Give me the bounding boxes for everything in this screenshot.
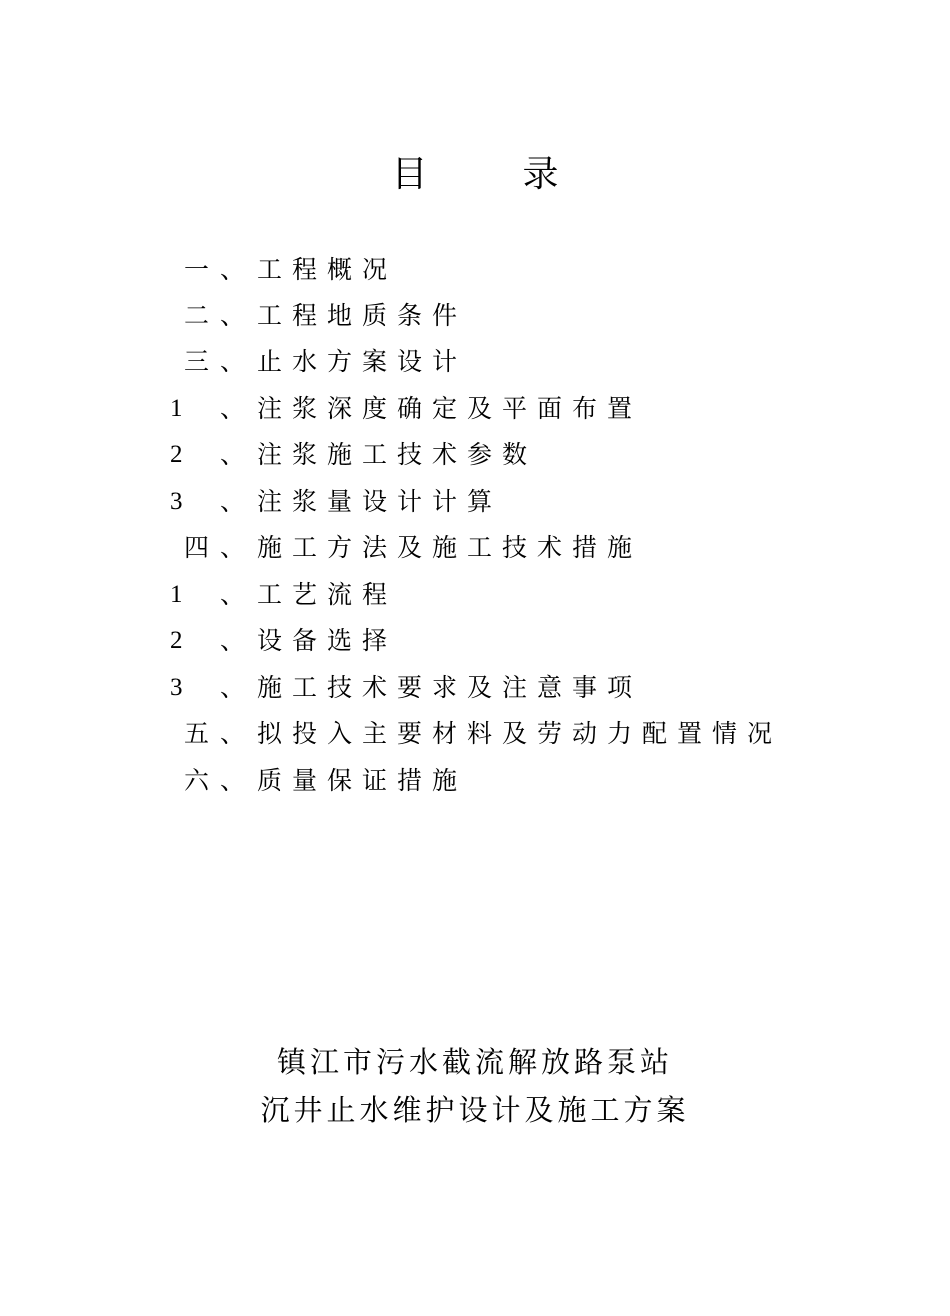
- toc-entry-text: 质量保证措施: [257, 766, 468, 795]
- toc-entry-text: 施工技术要求及注意事项: [257, 673, 643, 702]
- toc-entry-number: 3: [170, 488, 183, 515]
- toc-entry-number: 六: [184, 766, 220, 795]
- toc-title-char-1: 目: [391, 154, 428, 195]
- toc-entry-separator: 、: [220, 440, 256, 469]
- toc-entry-text: 施工方法及施工技术措施: [257, 533, 643, 562]
- cover-title-line-2: 沉井止水维护设计及施工方案: [260, 1093, 690, 1127]
- toc-entry-number: 1: [170, 581, 183, 608]
- toc-entry-separator: 、: [220, 766, 256, 795]
- toc-entry-separator: 、: [220, 533, 256, 562]
- toc-entry-text: 注浆施工技术参数: [257, 440, 538, 469]
- toc-entry-separator: 、: [220, 719, 256, 748]
- toc-entry-text: 注浆量设计计算: [257, 487, 503, 516]
- toc-entry-number: 3: [170, 674, 183, 701]
- toc-entry-text: 注浆深度确定及平面布置: [257, 394, 643, 423]
- cover-title: [0, 1038, 950, 1134]
- toc-entry-separator: 、: [220, 626, 256, 655]
- toc-entry-text: 拟投入主要材料及劳动力配置情况: [257, 719, 783, 748]
- toc-entry-text: 工程概况: [257, 255, 398, 284]
- toc-entry-number: 1: [170, 395, 183, 422]
- toc-entry-text: 工程地质条件: [257, 301, 468, 330]
- toc-entry-number: 二: [184, 301, 220, 330]
- toc-entry-number: 五: [184, 719, 220, 748]
- toc-entry-separator: 、: [220, 255, 256, 284]
- toc-entry-number: 三: [184, 347, 220, 376]
- toc-title: [0, 150, 950, 200]
- toc-entry-separator: 、: [220, 347, 256, 376]
- toc-entry-text: 止水方案设计: [257, 347, 468, 376]
- toc-title-char-2: 录: [522, 154, 559, 195]
- toc-entry-separator: 、: [220, 580, 256, 609]
- toc-entry-number: 四: [184, 533, 220, 562]
- toc-entry-separator: 、: [220, 394, 256, 423]
- toc-entry-number: 一: [184, 255, 220, 284]
- toc-entry-text: 设备选择: [257, 626, 398, 655]
- toc-entry-number: 2: [170, 441, 183, 468]
- toc-entry-separator: 、: [220, 673, 256, 702]
- toc-entry-text: 工艺流程: [257, 580, 398, 609]
- toc-entry-separator: 、: [220, 301, 256, 330]
- toc-entry-separator: 、: [220, 487, 256, 516]
- cover-title-line-1: 镇江市污水截流解放路泵站: [276, 1045, 673, 1079]
- toc-entry-number: 2: [170, 627, 183, 654]
